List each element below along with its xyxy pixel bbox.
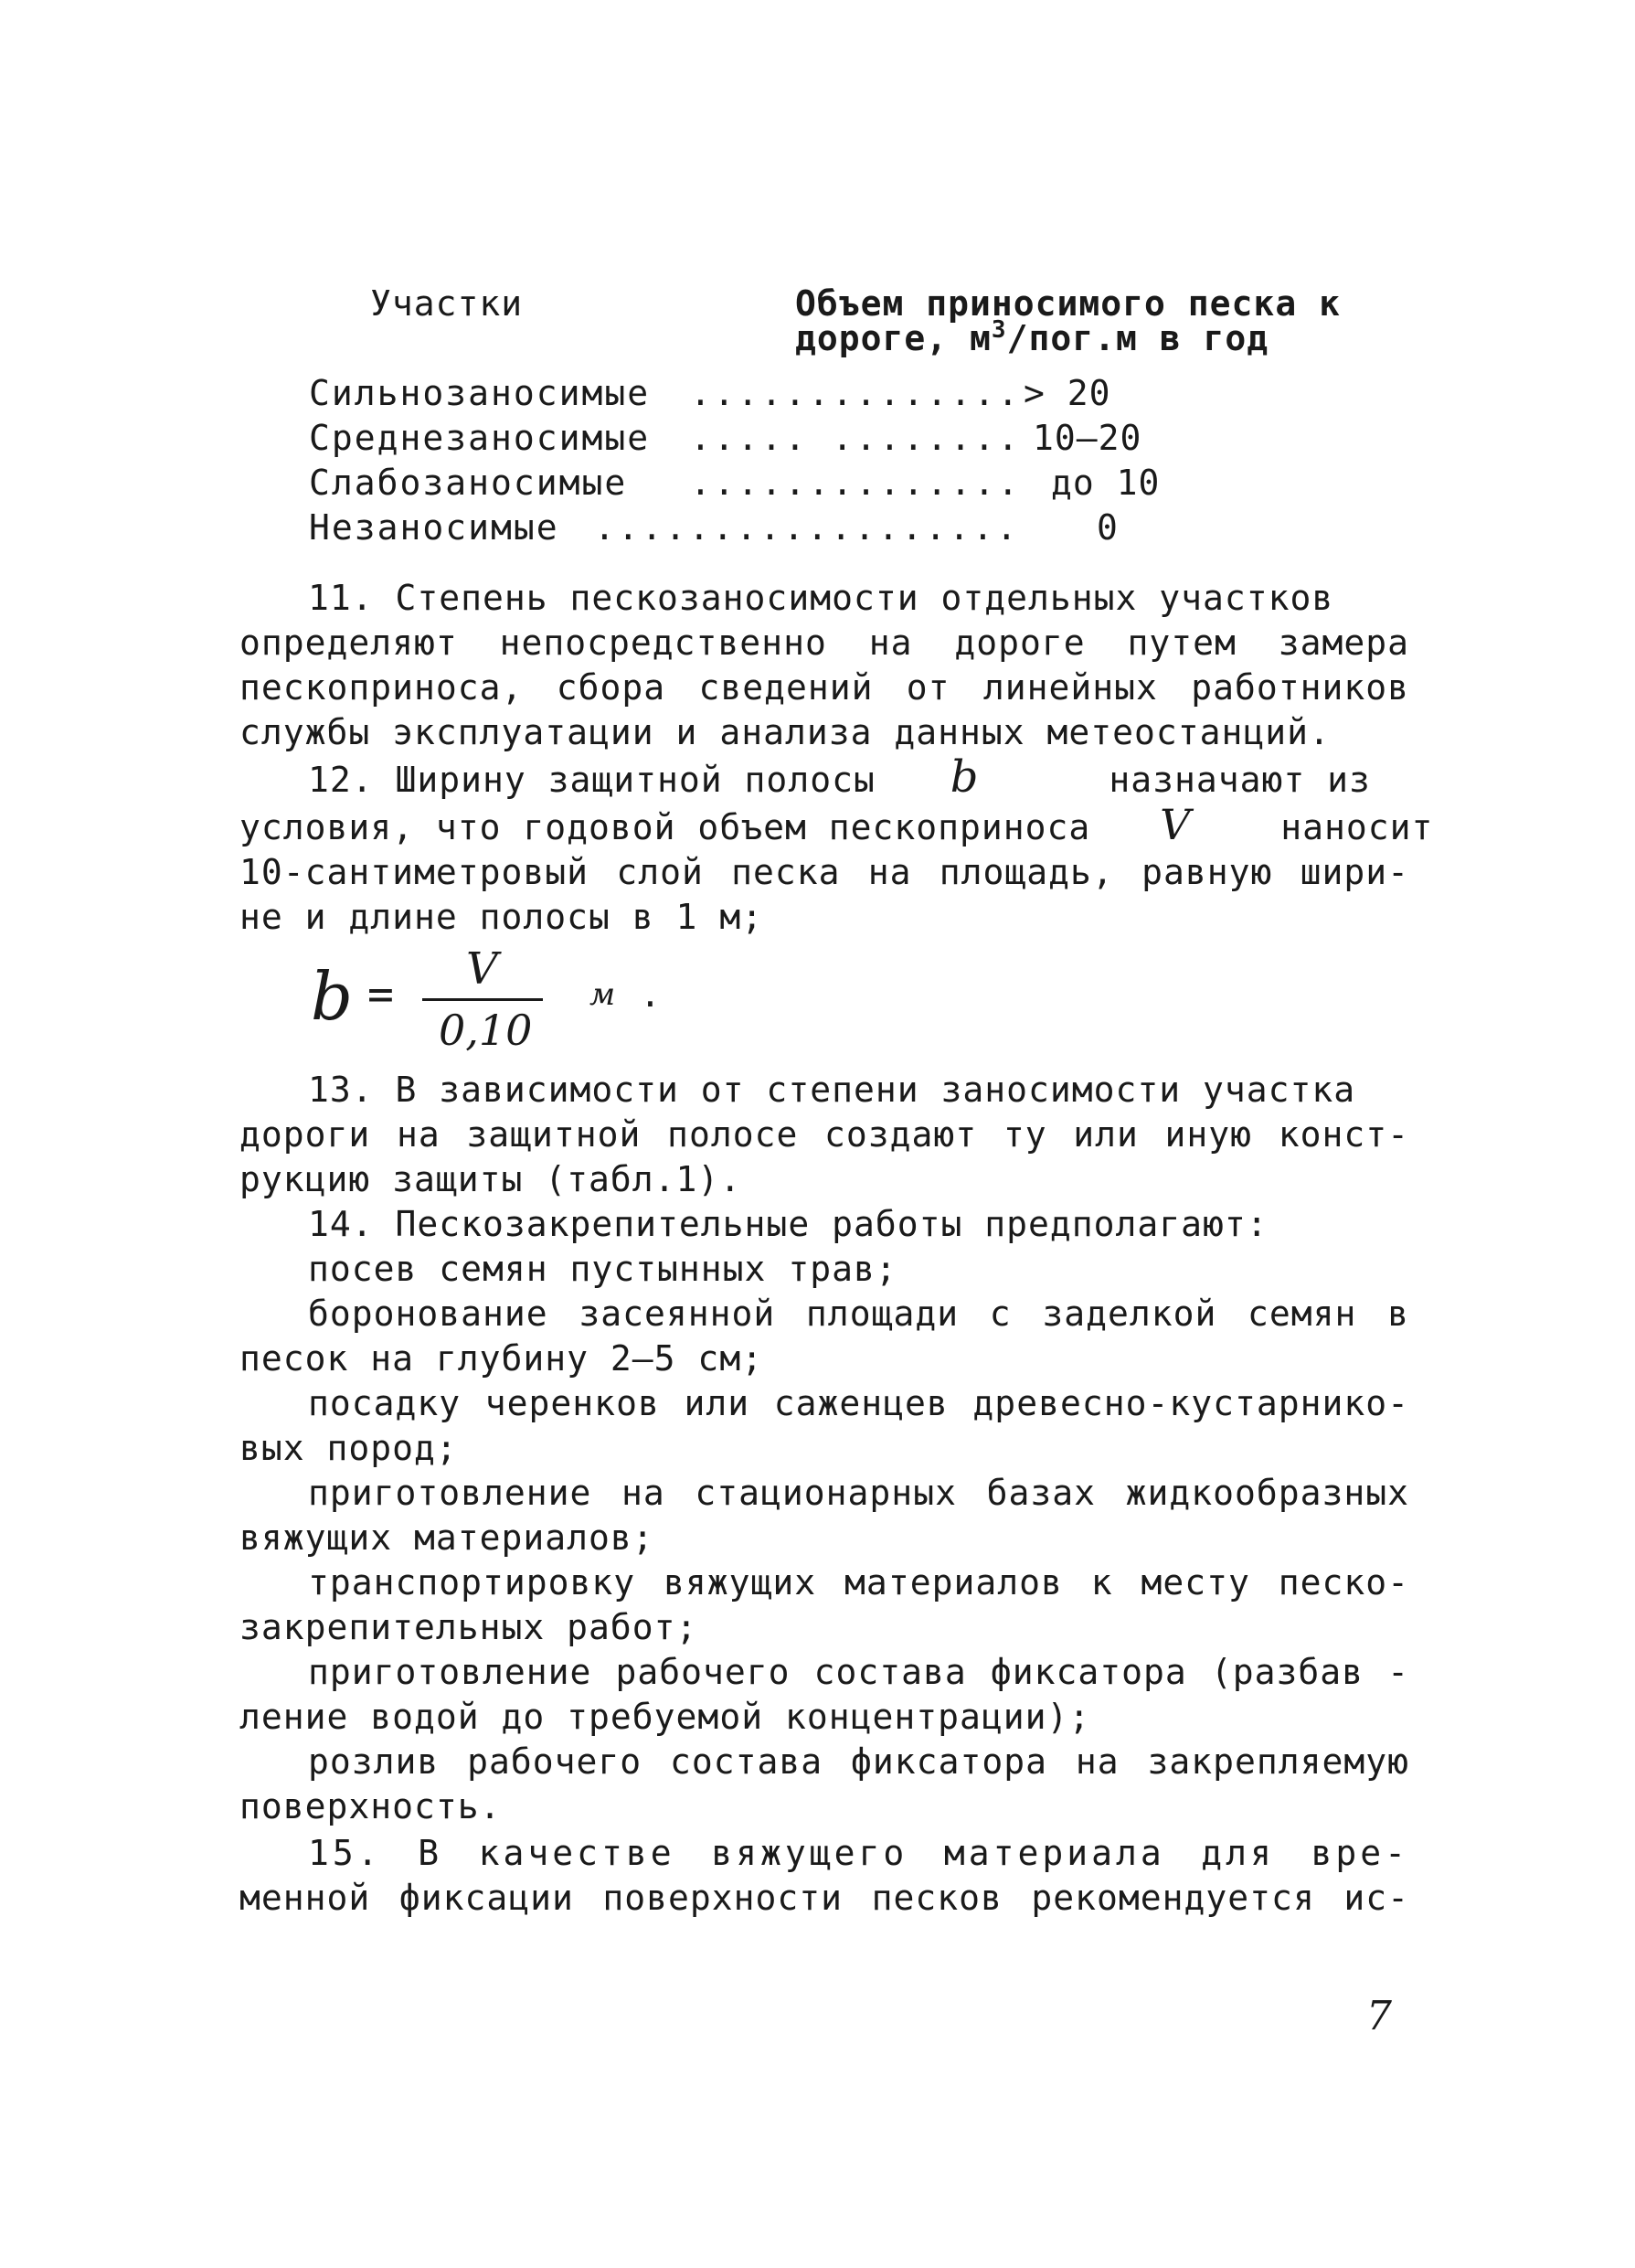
text-line: 11. Степень пескозаносимости отдельных участков [308,578,1334,618]
paragraph-13 [239,1068,1409,1202]
paragraph-11 [239,576,1409,755]
p12-line1-start: 12. Ширину защитной полосы [308,760,876,800]
text-line: не и длине полосы в 1 м; [239,897,764,937]
text-line [239,751,1409,803]
text-line: определяют непосредственно на дороге путем замера [239,623,1409,663]
row-value: 0 [1097,507,1119,548]
list-item-line: закрепительных работ; [239,1607,698,1647]
width-symbol: b [950,751,980,803]
text-line: 15. В качестве вяжущего материала для вре- [308,1833,1409,1873]
row-label: Незаносимые [309,507,559,548]
fraction-bar [422,998,543,1001]
header-unit-superscript: 3 [991,316,1007,344]
list-item-line: песок на глубину 2–5 см; [239,1338,764,1379]
page-number: 7 [1366,1993,1392,2039]
formula-lhs: b [311,958,354,1035]
text-line: службы эксплуатации и анализа данных метеостанций. [239,712,1331,752]
column-header-volume-line1: Объем приносимого песка к [795,283,1341,324]
row-value: > 20 [1024,373,1111,413]
text-line: 14. Пескозакрепительные работы предполагают: [308,1204,1269,1244]
row-leader: .............. [690,373,1022,413]
formula-equals: = [367,969,394,1020]
header-unit-text: дороге, м [795,318,992,358]
list-item-line: боронование засеянной площади с заделкой семян в [308,1294,1409,1334]
list-item-line: посев семян пустынных трав; [308,1249,897,1289]
row-label: Слабозаносимые [309,463,628,503]
p12-line2-start: условия, что годовой объем пескоприноса [239,807,1091,847]
p12-line1-end: назначают из [1109,760,1371,800]
paragraph-15 [239,1831,1409,1921]
formula-unit: м [589,976,616,1013]
list-item-line: транспортировку вяжущих материалов к месту песко- [308,1562,1409,1603]
list-item-line: посадку черенков или саженцев древесно-кустарнико- [308,1383,1409,1423]
text-line: пескоприноса, сбора сведений от линейных работников [239,667,1409,708]
text-line: 13. В зависимости от степени заносимости участка [308,1070,1356,1110]
list-item-line: вяжущих материалов; [239,1517,654,1558]
text-line: дороги на защитной полосе создают ту или иную конст- [239,1114,1409,1155]
row-leader: .............. [690,463,1022,503]
text-line: менной фиксации поверхности песков рекомендуется ис- [239,1878,1409,1918]
row-value: 10–20 [1033,418,1142,458]
row-leader: .................. [594,507,1020,548]
formula-denominator: 0,10 [439,1006,533,1055]
formula-numerator: V [466,943,498,995]
list-item-line: приготовление на стационарных базах жидкообразных [308,1473,1409,1513]
list-item-line: вых пород; [239,1428,458,1468]
volume-symbol: V [1160,800,1192,849]
row-value: до 10 [1051,463,1161,503]
paragraph-14 [239,1202,1409,1829]
text-line [239,800,1434,850]
text-line: рукцию защиты (табл.1). [239,1159,742,1199]
column-header-sections: Участки [370,283,524,324]
row-label: Среднезаносимые [309,418,651,458]
list-item-line: ление водой до требуемой концентрации); [239,1697,1091,1737]
formula-period: . [640,974,661,1015]
list-item-line: приготовление рабочего состава фиксатора (разбав - [308,1652,1409,1692]
list-item-line: поверхность. [239,1786,502,1826]
header-unit-rest: /пог.м в год [1006,318,1269,358]
text-line: 10-сантиметровый слой песка на площадь, равную шири- [239,852,1409,892]
list-item-line: розлив рабочего состава фиксатора на закрепляемую [308,1741,1409,1782]
row-label: Сильнозаносимые [309,373,651,413]
p12-line2-end: наносит [1280,807,1434,847]
paragraph-12 [239,751,1434,940]
column-header-volume-line2 [795,316,1269,358]
row-leader: ..... ........ [690,418,1022,458]
